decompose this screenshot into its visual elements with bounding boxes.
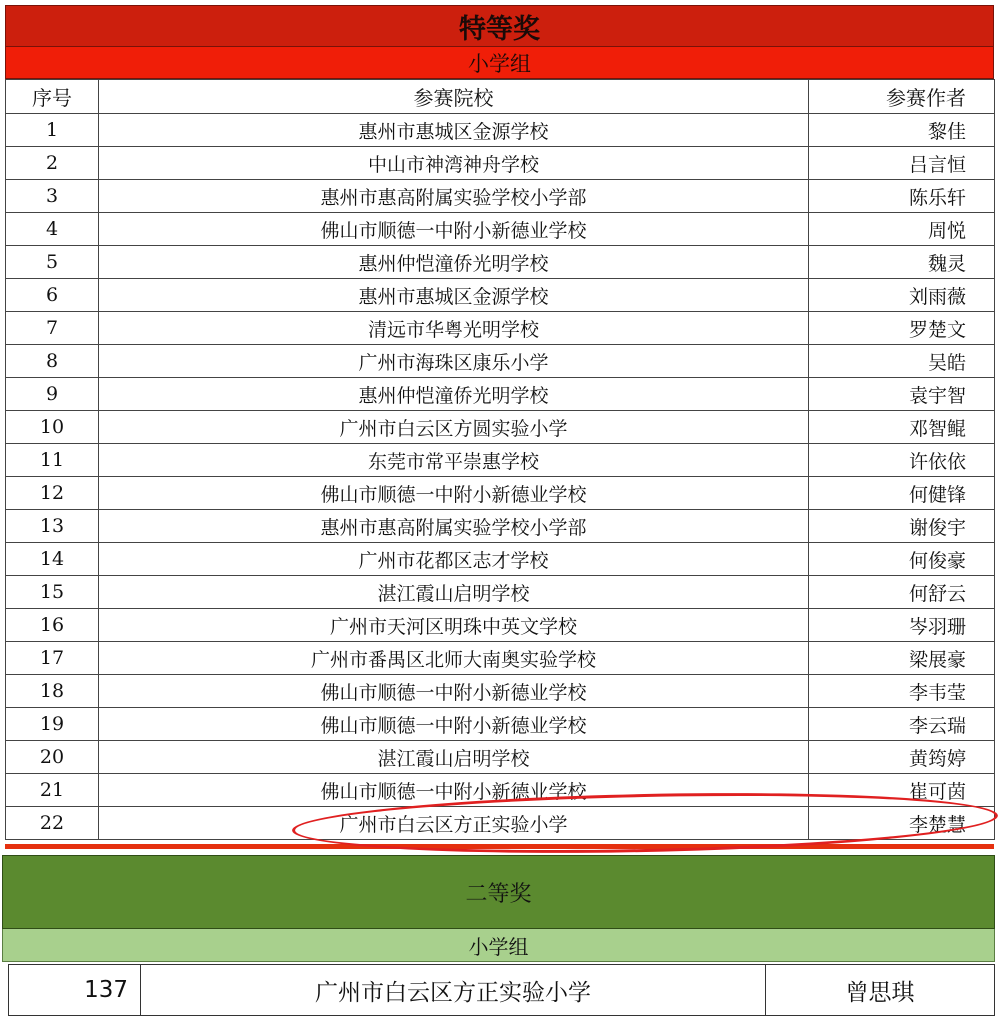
row-school: 湛江霞山启明学校 bbox=[99, 576, 809, 609]
row-author: 何健锋 bbox=[809, 477, 995, 510]
row-num: 2 bbox=[6, 147, 99, 180]
row-school: 佛山市顺德一中附小新德业学校 bbox=[99, 477, 809, 510]
table-row bbox=[6, 741, 995, 774]
special-award-title: 特等奖 bbox=[5, 5, 994, 47]
table-row bbox=[6, 807, 995, 840]
row-num: 3 bbox=[6, 180, 99, 213]
row-author: 许依依 bbox=[809, 444, 995, 477]
row-author: 周悦 bbox=[809, 213, 995, 246]
table-header-row bbox=[6, 80, 995, 114]
row-num: 21 bbox=[6, 774, 99, 807]
row-author: 吴皓 bbox=[809, 345, 995, 378]
row-num: 20 bbox=[6, 741, 99, 774]
table-row bbox=[6, 378, 995, 411]
row-school: 惠州仲恺潼侨光明学校 bbox=[99, 378, 809, 411]
row-author: 黎佳 bbox=[809, 114, 995, 147]
row-num: 7 bbox=[6, 312, 99, 345]
row-author: 崔可茵 bbox=[809, 774, 995, 807]
row-author: 李韦莹 bbox=[809, 675, 995, 708]
row-num: 4 bbox=[6, 213, 99, 246]
row-num: 12 bbox=[6, 477, 99, 510]
row-school: 广州市番禺区北师大南奥实验学校 bbox=[99, 642, 809, 675]
row-author: 何俊豪 bbox=[809, 543, 995, 576]
second-award-group: 小学组 bbox=[2, 929, 995, 962]
row-num: 8 bbox=[6, 345, 99, 378]
row-num: 14 bbox=[6, 543, 99, 576]
row-author: 袁宇智 bbox=[809, 378, 995, 411]
row-num: 6 bbox=[6, 279, 99, 312]
table-row bbox=[6, 246, 995, 279]
row-school: 佛山市顺德一中附小新德业学校 bbox=[99, 675, 809, 708]
table-row bbox=[6, 444, 995, 477]
row-num: 19 bbox=[6, 708, 99, 741]
row-author: 何舒云 bbox=[809, 576, 995, 609]
row-school: 惠州市惠高附属实验学校小学部 bbox=[99, 180, 809, 213]
table-row bbox=[6, 312, 995, 345]
row-author: 刘雨薇 bbox=[809, 279, 995, 312]
row-author: 邓智鲲 bbox=[809, 411, 995, 444]
table-row bbox=[6, 510, 995, 543]
table-row bbox=[6, 180, 995, 213]
row-author: 黄筠婷 bbox=[809, 741, 995, 774]
row-school: 惠州市惠城区金源学校 bbox=[99, 279, 809, 312]
row-author: 谢俊宇 bbox=[809, 510, 995, 543]
header-school: 参赛院校 bbox=[99, 80, 809, 114]
table-row bbox=[6, 708, 995, 741]
table-row bbox=[6, 774, 995, 807]
table-row bbox=[6, 543, 995, 576]
row-num: 17 bbox=[6, 642, 99, 675]
row-school: 惠州仲恺潼侨光明学校 bbox=[99, 246, 809, 279]
row-author: 罗楚文 bbox=[809, 312, 995, 345]
row-author: 曾思琪 bbox=[766, 965, 995, 1016]
table-row bbox=[6, 675, 995, 708]
row-author: 岑羽珊 bbox=[809, 609, 995, 642]
section-divider bbox=[5, 844, 994, 849]
row-num: 10 bbox=[6, 411, 99, 444]
header-num: 序号 bbox=[6, 80, 99, 114]
row-school: 佛山市顺德一中附小新德业学校 bbox=[99, 213, 809, 246]
row-num: 15 bbox=[6, 576, 99, 609]
row-num: 1 bbox=[6, 114, 99, 147]
row-school: 广州市海珠区康乐小学 bbox=[99, 345, 809, 378]
row-school: 佛山市顺德一中附小新德业学校 bbox=[99, 774, 809, 807]
second-award-table bbox=[8, 964, 995, 1016]
table-row bbox=[6, 576, 995, 609]
row-num: 9 bbox=[6, 378, 99, 411]
row-num: 16 bbox=[6, 609, 99, 642]
table-row bbox=[9, 965, 995, 1016]
row-num: 22 bbox=[6, 807, 99, 840]
row-author: 李楚慧 bbox=[809, 807, 995, 840]
row-author: 陈乐轩 bbox=[809, 180, 995, 213]
row-school: 中山市神湾神舟学校 bbox=[99, 147, 809, 180]
table-row bbox=[6, 411, 995, 444]
row-author: 吕言恒 bbox=[809, 147, 995, 180]
header-author: 参赛作者 bbox=[809, 80, 995, 114]
row-num: 18 bbox=[6, 675, 99, 708]
row-school: 广州市白云区方正实验小学 bbox=[141, 965, 766, 1016]
row-num: 137 bbox=[9, 965, 141, 1016]
row-school: 广州市天河区明珠中英文学校 bbox=[99, 609, 809, 642]
row-school: 广州市白云区方圆实验小学 bbox=[99, 411, 809, 444]
row-school: 湛江霞山启明学校 bbox=[99, 741, 809, 774]
row-school: 惠州市惠城区金源学校 bbox=[99, 114, 809, 147]
row-school: 惠州市惠高附属实验学校小学部 bbox=[99, 510, 809, 543]
row-num: 13 bbox=[6, 510, 99, 543]
table-row bbox=[6, 279, 995, 312]
table-row bbox=[6, 609, 995, 642]
special-award-group: 小学组 bbox=[5, 47, 994, 79]
row-num: 5 bbox=[6, 246, 99, 279]
table-row bbox=[6, 345, 995, 378]
row-author: 魏灵 bbox=[809, 246, 995, 279]
row-author: 梁展豪 bbox=[809, 642, 995, 675]
row-author: 李云瑞 bbox=[809, 708, 995, 741]
row-school: 佛山市顺德一中附小新德业学校 bbox=[99, 708, 809, 741]
row-school: 东莞市常平崇惠学校 bbox=[99, 444, 809, 477]
table-row bbox=[6, 114, 995, 147]
row-school: 清远市华粤光明学校 bbox=[99, 312, 809, 345]
table-row bbox=[6, 642, 995, 675]
table-row bbox=[6, 213, 995, 246]
second-award-title: 二等奖 bbox=[2, 855, 995, 929]
table-row bbox=[6, 477, 995, 510]
row-school: 广州市花都区志才学校 bbox=[99, 543, 809, 576]
table-row bbox=[6, 147, 995, 180]
special-award-table bbox=[5, 79, 995, 840]
row-school: 广州市白云区方正实验小学 bbox=[99, 807, 809, 840]
row-num: 11 bbox=[6, 444, 99, 477]
